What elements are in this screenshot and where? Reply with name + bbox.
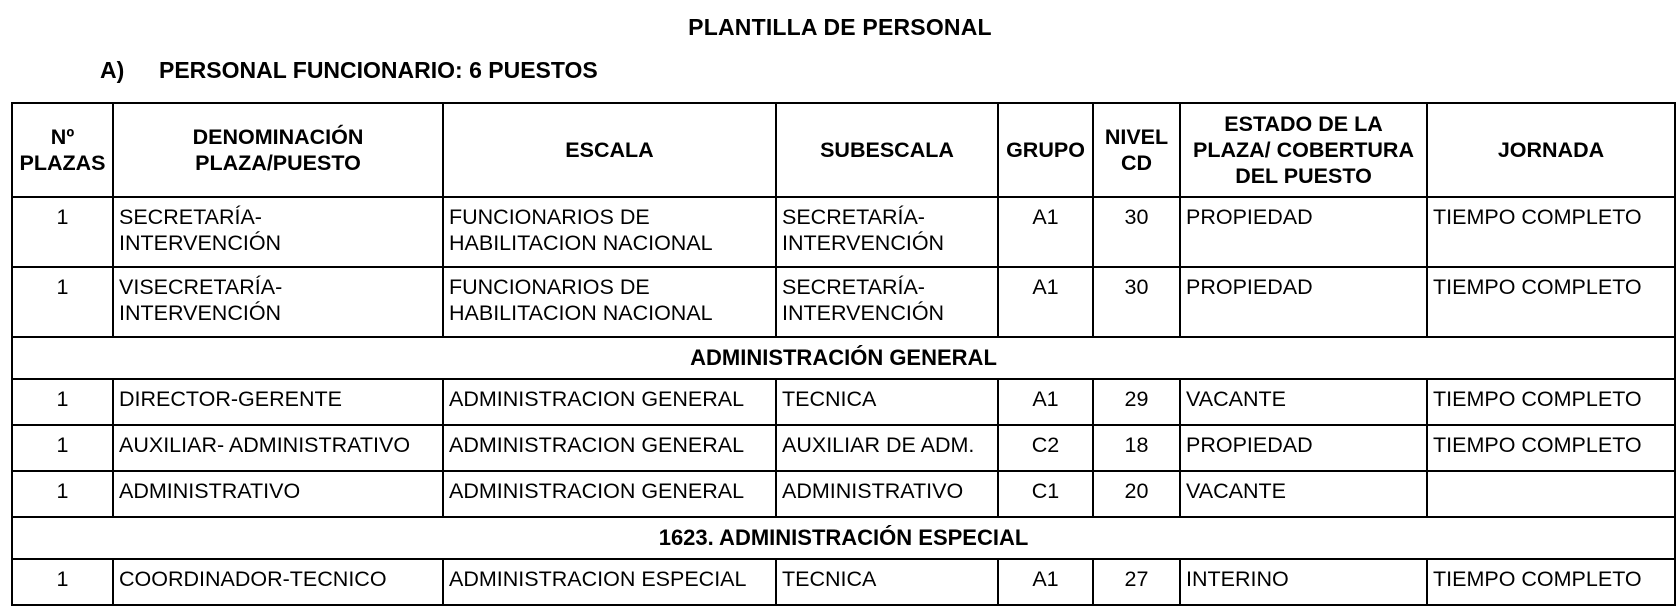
header-grupo: GRUPO [998,103,1093,197]
cell-estado: INTERINO [1180,559,1427,605]
cell-escala: ADMINISTRACION GENERAL [443,425,776,471]
header-nivel: NIVEL CD [1093,103,1180,197]
header-subescala: SUBESCALA [776,103,998,197]
cell-grupo: A1 [998,379,1093,425]
table-row [12,379,1675,425]
cell-plazas: 1 [12,197,113,267]
cell-nivel: 29 [1093,379,1180,425]
cell-nivel: 18 [1093,425,1180,471]
group-title-especial: 1623. ADMINISTRACIÓN ESPECIAL [12,517,1675,559]
section-title: PERSONAL FUNCIONARIO: 6 PUESTOS [159,57,598,83]
header-jornada: JORNADA [1427,103,1675,197]
cell-subescala: SECRETARÍA- INTERVENCIÓN [776,197,998,267]
cell-estado: PROPIEDAD [1180,425,1427,471]
cell-denominacion: ADMINISTRATIVO [113,471,443,517]
cell-grupo: A1 [998,267,1093,337]
table-row [12,559,1675,605]
table-row [12,267,1675,337]
cell-subescala: SECRETARÍA- INTERVENCIÓN [776,267,998,337]
staff-table [11,102,1676,606]
cell-denominacion: AUXILIAR- ADMINISTRATIVO [113,425,443,471]
cell-nivel: 27 [1093,559,1180,605]
table-row [12,197,1675,267]
table-row [12,471,1675,517]
cell-denominacion: COORDINADOR-TECNICO [113,559,443,605]
cell-estado: PROPIEDAD [1180,197,1427,267]
section-heading [100,57,598,84]
cell-grupo: C1 [998,471,1093,517]
section-letter: A) [100,57,125,83]
cell-nivel: 30 [1093,197,1180,267]
cell-subescala: TECNICA [776,559,998,605]
cell-subescala: TECNICA [776,379,998,425]
cell-grupo: C2 [998,425,1093,471]
cell-nivel: 20 [1093,471,1180,517]
cell-escala: ADMINISTRACION ESPECIAL [443,559,776,605]
cell-escala: FUNCIONARIOS DE HABILITACION NACIONAL [443,197,776,267]
table-row [12,425,1675,471]
cell-plazas: 1 [12,559,113,605]
cell-jornada: TIEMPO COMPLETO [1427,267,1675,337]
cell-estado: VACANTE [1180,379,1427,425]
cell-denominacion: DIRECTOR-GERENTE [113,379,443,425]
cell-escala: ADMINISTRACION GENERAL [443,379,776,425]
cell-subescala: AUXILIAR DE ADM. [776,425,998,471]
header-row [12,103,1675,197]
cell-denominacion: SECRETARÍA- INTERVENCIÓN [113,197,443,267]
cell-subescala: ADMINISTRATIVO [776,471,998,517]
group-title-general: ADMINISTRACIÓN GENERAL [12,337,1675,379]
cell-escala: FUNCIONARIOS DE HABILITACION NACIONAL [443,267,776,337]
cell-denominacion: VISECRETARÍA- INTERVENCIÓN [113,267,443,337]
cell-plazas: 1 [12,425,113,471]
cell-jornada: TIEMPO COMPLETO [1427,197,1675,267]
cell-plazas: 1 [12,379,113,425]
header-denominacion: DENOMINACIÓN PLAZA/PUESTO [113,103,443,197]
group-row-general [12,337,1675,379]
cell-plazas: 1 [12,471,113,517]
group-row-especial [12,517,1675,559]
cell-plazas: 1 [12,267,113,337]
cell-estado: VACANTE [1180,471,1427,517]
header-plazas: Nº PLAZAS [12,103,113,197]
cell-nivel: 30 [1093,267,1180,337]
header-estado: ESTADO DE LA PLAZA/ COBERTURA DEL PUESTO [1180,103,1427,197]
cell-jornada: TIEMPO COMPLETO [1427,425,1675,471]
header-escala: ESCALA [443,103,776,197]
page-title: PLANTILLA DE PERSONAL [688,14,992,40]
cell-grupo: A1 [998,197,1093,267]
cell-jornada [1427,471,1675,517]
cell-escala: ADMINISTRACION GENERAL [443,471,776,517]
cell-jornada: TIEMPO COMPLETO [1427,379,1675,425]
cell-jornada: TIEMPO COMPLETO [1427,559,1675,605]
cell-estado: PROPIEDAD [1180,267,1427,337]
cell-grupo: A1 [998,559,1093,605]
